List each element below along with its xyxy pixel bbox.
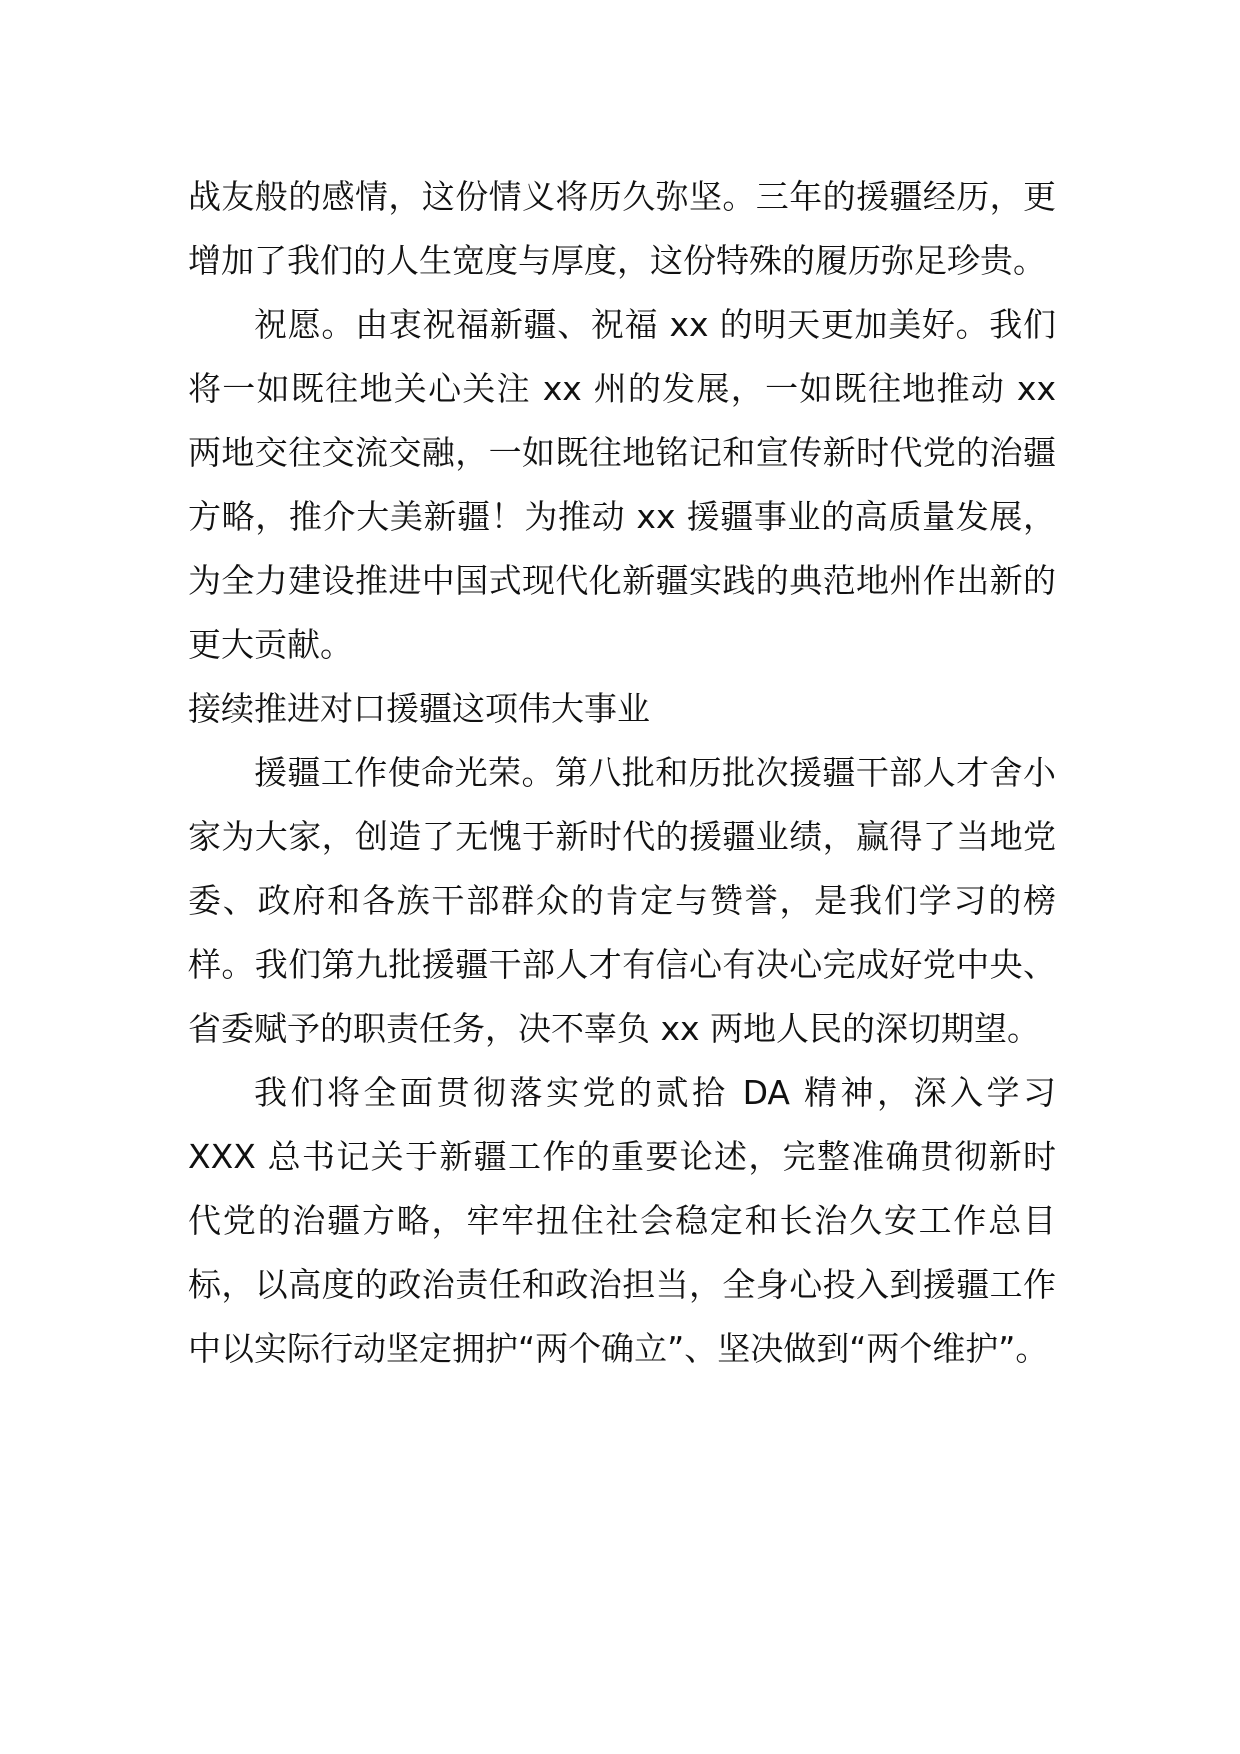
paragraph-commitment: 我们将全面贯彻落实党的贰拾 DA 精神，深入学习 XXX 总书记关于新疆工作的重要论述，完整准确贯彻新时代党的治疆方略，牢牢扭住社会稳定和长治久安工作总目标，以高度的政治责任和政治担当，全身心投入到援疆工作中以实际行动坚定拥护“两个确立”、坚决做到“两个维护”。 bbox=[188, 1073, 1056, 1368]
paragraph-continuation: 战友般的感情，这份情义将历久弥坚。三年的援疆经历，更增加了我们的人生宽度与厚度，这份特殊的履历弥足珍贵。 bbox=[188, 177, 1056, 280]
document-page bbox=[188, 165, 1056, 1381]
paragraph-wishes: 祝愿。由衷祝福新疆、祝福 xx 的明天更加美好。我们将一如既往地关心关注 xx 州的发展，一如既往地推动 xx 两地交往交流交融，一如既往地铭记和宣传新时代党的治疆方略，推介大美新疆！为推动 xx 援疆事业的高质量发展，为全力建设推进中国式现代化新疆实践的典范地州作出新的更大贡献。 bbox=[188, 305, 1056, 664]
section-heading: 接续推进对口援疆这项伟大事业 bbox=[188, 689, 650, 728]
paragraph-mission: 援疆工作使命光荣。第八批和历批次援疆干部人才舍小家为大家，创造了无愧于新时代的援疆业绩，赢得了当地党委、政府和各族干部群众的肯定与赞誉，是我们学习的榜样。我们第九批援疆干部人才有信心有决心完成好党中央、省委赋予的职责任务，决不辜负 xx 两地人民的深切期望。 bbox=[188, 753, 1056, 1048]
